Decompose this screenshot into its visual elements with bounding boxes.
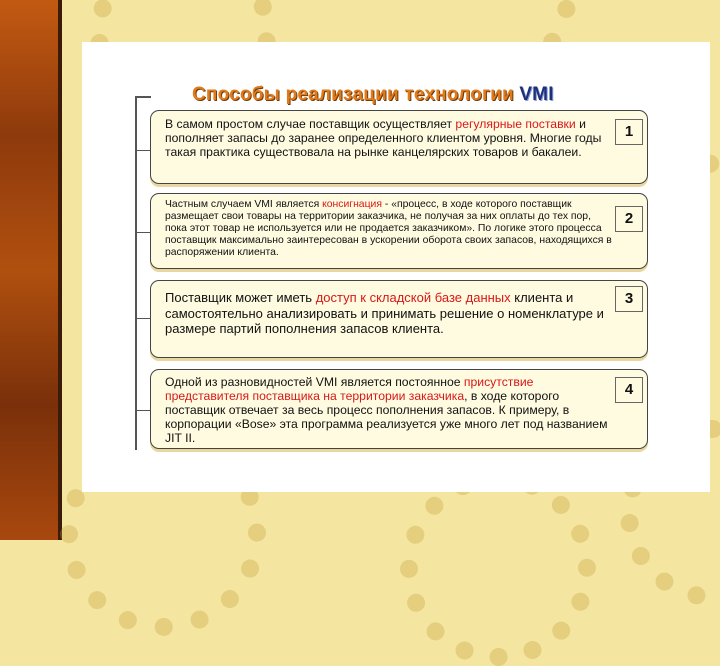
method-text	[165, 117, 615, 159]
item-number: 2	[615, 206, 643, 232]
highlight-text: консигнация	[322, 199, 382, 210]
connector-line	[137, 318, 151, 319]
method-box-4	[150, 369, 648, 449]
item-number: 1	[615, 119, 643, 145]
text-segment: , в ходе которого поставщик отвечает за весь процесс пополнения запасов. К примеру, в корпорации «Bose» эта программа реализуется уже много лет под названием JIT II.	[165, 389, 608, 446]
highlight-text: доступ к складской базе данных	[315, 290, 511, 305]
method-text	[165, 375, 615, 445]
item-number: 4	[615, 377, 643, 403]
connector-line	[137, 150, 151, 151]
highlight-text: присутствие представителя поставщика на территории заказчика	[165, 375, 534, 404]
text-segment: и пополняет запасы до заранее определенного клиентом уровня. Многие годы такая практика существовала на рынке канцелярских товаров и бакалеи.	[165, 117, 602, 160]
method-box-2	[150, 193, 648, 269]
left-decorative-strip	[0, 0, 62, 540]
title-accent: VMI	[519, 84, 554, 105]
method-box-3	[150, 280, 648, 358]
method-text	[165, 290, 615, 337]
method-text	[165, 199, 615, 259]
text-segment: - «процесс, в ходе которого поставщик размещает свои товары на территории заказчика, не получая за них оплаты до тех пор, пока этот товар не используется или не продается заказчиком». По логике этого процесса поставщик максимально заинтересован в ускорении оборота своих запасов, находящихся в распоряжении клиента.	[165, 199, 612, 259]
text-segment: Одной из разновидностей VMI является постоянное	[165, 375, 464, 389]
connector-line	[137, 410, 151, 411]
title-main: Способы реализации технологии	[192, 84, 520, 105]
text-segment: В самом простом случае поставщик осуществляет	[165, 117, 456, 131]
highlight-text: регулярные поставки	[455, 117, 576, 131]
strip-edge	[58, 0, 62, 540]
item-number: 3	[615, 286, 643, 312]
method-box-1	[150, 110, 648, 184]
text-segment: Частным случаем VMI является	[165, 199, 323, 210]
slide-title	[192, 84, 554, 106]
text-segment: клиента и самостоятельно анализировать и принимать решение о номенклатуре и размере партий пополнения запасов клиента.	[165, 290, 604, 337]
text-segment: Поставщик может иметь	[165, 290, 316, 305]
connector-line	[137, 232, 151, 233]
background-gear-icon	[400, 470, 596, 666]
